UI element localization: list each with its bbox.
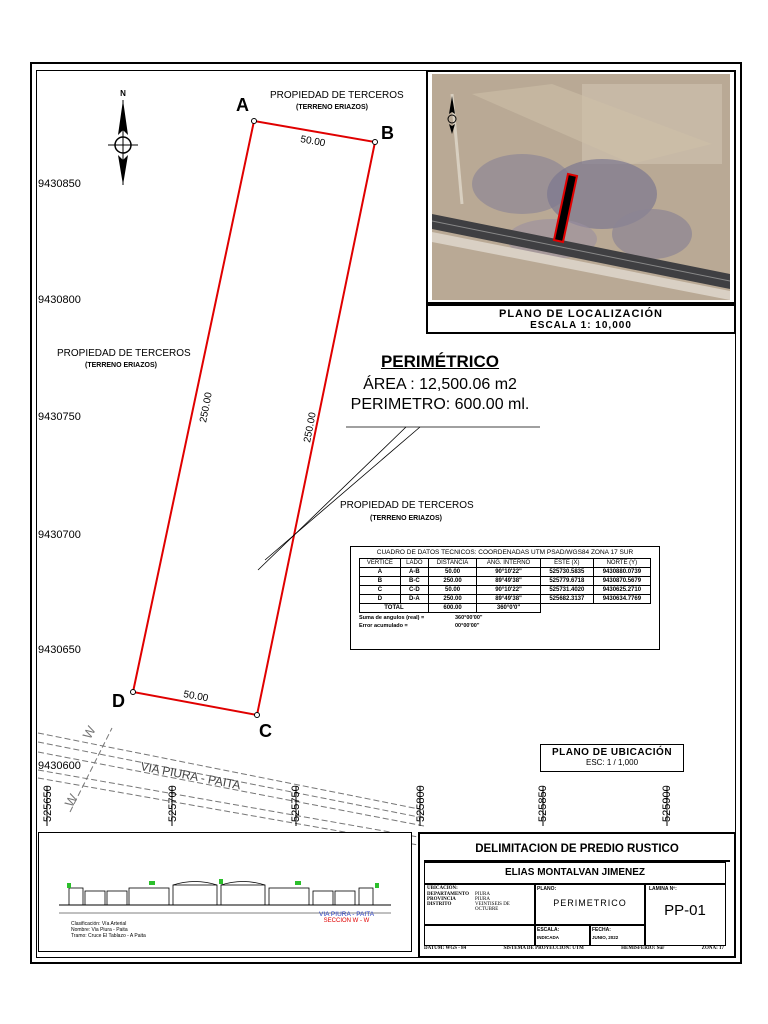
north-coord: 9430750 (38, 411, 81, 423)
section-captions (319, 911, 374, 924)
ubicacion-title: PLANO DE UBICACIÓN (551, 747, 673, 758)
plano-label: PLANO: (537, 886, 557, 892)
table-cell: D (360, 595, 401, 604)
section-note: Clasificación: Vía Arterial (71, 921, 127, 927)
vertex-a-label: A (236, 95, 249, 115)
table-total-row (360, 604, 651, 613)
east-coord: 525750 (290, 785, 302, 822)
location-map-box (426, 70, 736, 304)
north-coord: 9430800 (38, 294, 81, 306)
section-w-label-top: W (79, 723, 99, 742)
parcel-boundary (133, 121, 375, 715)
table-header: ANG. INTERNO (477, 559, 541, 568)
vertex-c-label: C (259, 721, 272, 741)
table-cell: 50.00 (428, 568, 476, 577)
third-party-sub-right: (TERRENO ERIAZOS) (370, 515, 442, 522)
table-cell: 90°10'22" (477, 586, 541, 595)
north-label: N (120, 89, 126, 98)
table-cell: 89°49'38" (477, 595, 541, 604)
error-label: Error acumulado = (359, 623, 408, 629)
ubicacion-scale: ESC: 1 / 1,000 (585, 758, 639, 767)
third-party-sub-top: (TERRENO ERIAZOS) (296, 104, 368, 111)
east-coord: 525900 (661, 785, 673, 822)
table-cell: 525682.3137 (540, 595, 593, 604)
table-cell: D-A (400, 595, 428, 604)
perimetrico-title: PERIMÉTRICO (380, 352, 500, 371)
table-total-angle: 360°0'0" (477, 604, 541, 613)
north-arrow-icon (108, 100, 138, 185)
tech-table-title: CUADRO DE DATOS TECNICOS: COORDENADAS UTM PSAD/WGS84 ZONA 17 SUR (376, 549, 634, 556)
loc-label: PROVINCIA (427, 897, 456, 902)
table-cell: C-D (400, 586, 428, 595)
section-w-label-bottom: W (61, 791, 81, 810)
title-footer (424, 946, 724, 954)
side-cd-length: 50.00 (182, 689, 210, 705)
location-cell (424, 884, 536, 926)
section-notes (71, 921, 146, 939)
location-scale: ESCALA 1: 10,000 (530, 320, 632, 331)
vertex-d-marker (131, 690, 136, 695)
table-row (360, 586, 651, 595)
east-coord: 525800 (415, 785, 427, 822)
perimetrico-block (350, 352, 530, 414)
table-cell: C (360, 586, 401, 595)
table-cell: B-C (400, 577, 428, 586)
blank-cell (424, 924, 536, 946)
plano-cell (534, 884, 646, 926)
road-label: VIA PIURA - PAITA (139, 759, 242, 793)
loc-value: VEINTISEIS DE OCTUBRE (475, 902, 510, 912)
system-text: SISTEMA DE PROYECCION: UTM (503, 946, 584, 951)
table-total-label: TOTAL (360, 604, 429, 613)
table-cell: 9430870.5679 (593, 577, 650, 586)
angle-sum-line (359, 615, 651, 621)
plano-value: PERIMETRICO (553, 898, 627, 908)
table-header: DISTANCIA (428, 559, 476, 568)
title-block (418, 832, 736, 958)
east-coordinate-labels (42, 785, 673, 822)
side-da-length: 250.00 (198, 391, 215, 424)
angle-sum-label: Suma de angulos (real) = (359, 615, 425, 621)
side-length-labels (182, 134, 326, 704)
escala-value: INDICADA (537, 935, 559, 940)
side-bc-length: 250.00 (302, 411, 319, 444)
loc-label: DISTRITO (427, 902, 452, 907)
section-note: Nombre: Via Piura - Paita (71, 927, 128, 933)
north-coord: 9430700 (38, 529, 81, 541)
north-coord: 9430850 (38, 178, 81, 190)
tech-table (359, 558, 651, 613)
table-row (360, 568, 651, 577)
tech-table-box (350, 546, 660, 650)
fecha-label: FECHA: (592, 927, 611, 933)
vertex-markers (131, 119, 378, 718)
table-row (360, 595, 651, 604)
area-text: ÁREA : 12,500.06 m2 (363, 376, 517, 393)
north-coordinate-labels (38, 178, 81, 772)
third-party-label-right: PROPIEDAD DE TERCEROS (340, 500, 474, 511)
side-ab-length: 50.00 (299, 134, 327, 150)
location-title: PLANO DE LOCALIZACIÓN (499, 308, 663, 320)
table-cell: 9430625.2710 (593, 586, 650, 595)
vertex-a-marker (252, 119, 257, 124)
loc-label: UBICACIÓN: (427, 886, 458, 891)
table-cell: A (360, 568, 401, 577)
table-header: NORTE (Y) (593, 559, 650, 568)
hemisphere-text: HEMISFERIO: Sur (621, 946, 665, 951)
table-cell: 90°10'22" (477, 568, 541, 577)
zone-text: ZONA: 17 (701, 946, 724, 951)
ubicacion-title-box (540, 744, 684, 772)
datum-text: DATUM: WGS - 84 (424, 946, 467, 951)
table-cell: 250.00 (428, 577, 476, 586)
table-cell: 9430880.0739 (593, 568, 650, 577)
table-cell: 525730.5835 (540, 568, 593, 577)
error-line (359, 623, 651, 629)
satellite-image (432, 74, 730, 300)
escala-cell (534, 924, 591, 946)
fecha-value: JUNIO, 2022 (592, 935, 619, 940)
table-cell: 525731.4020 (540, 586, 593, 595)
perimeter-text: PERIMETRO: 600.00 ml. (350, 396, 530, 413)
vertex-b-label: B (381, 123, 394, 143)
section-id-label: SECCION W - W (323, 918, 370, 924)
table-header: VERTICE (360, 559, 401, 568)
north-coord: 9430600 (38, 760, 81, 772)
table-header: LADO (400, 559, 428, 568)
table-cell: 50.00 (428, 586, 476, 595)
third-party-label-left: PROPIEDAD DE TERCEROS (57, 348, 191, 359)
error-value: 00°00'00" (455, 623, 480, 629)
section-note: Tramo: Cruce El Tablazo - A Paita (71, 933, 146, 939)
north-coord: 9430650 (38, 644, 81, 656)
location-title-box (426, 304, 736, 334)
loc-label: DEPARTAMENTO (427, 892, 470, 897)
third-party-sub-left: (TERRENO ERIAZOS) (85, 362, 157, 369)
vertex-c-marker (255, 713, 260, 718)
table-row (360, 577, 651, 586)
escala-label: ESCALA: (537, 927, 560, 933)
loc-value: PIURA (475, 897, 491, 902)
east-coord: 525650 (42, 785, 54, 822)
table-cell: 89°49'38" (477, 577, 541, 586)
lamina-value: PP-01 (664, 902, 706, 919)
east-tick-lines (47, 786, 667, 826)
title-block-title: DELIMITACION DE PREDIO RUSTICO (424, 838, 730, 862)
owner-name: ELIAS MONTALVAN JIMENEZ (424, 862, 726, 884)
section-road-label: VIA PIURA - PAITA (319, 911, 375, 918)
table-total-distance: 600.00 (428, 604, 476, 613)
angle-sum-value: 360°00'00" (455, 615, 483, 621)
loc-value: PIURA (475, 892, 491, 897)
table-header-row (360, 559, 651, 568)
third-party-label-top: PROPIEDAD DE TERCEROS (270, 90, 404, 101)
east-coord: 525850 (537, 785, 549, 822)
table-header: ESTE (X) (540, 559, 593, 568)
vertex-d-label: D (112, 691, 125, 711)
table-cell: 250.00 (428, 595, 476, 604)
table-cell: 9430634.7769 (593, 595, 650, 604)
table-cell: A-B (400, 568, 428, 577)
east-coord: 525700 (167, 785, 179, 822)
table-cell: B (360, 577, 401, 586)
lamina-cell (644, 884, 726, 946)
table-cell: 525779.6718 (540, 577, 593, 586)
lamina-label: LAMINA Nº: (649, 886, 677, 892)
fecha-cell (589, 924, 646, 946)
vertex-b-marker (373, 140, 378, 145)
road-section-box (38, 832, 412, 952)
